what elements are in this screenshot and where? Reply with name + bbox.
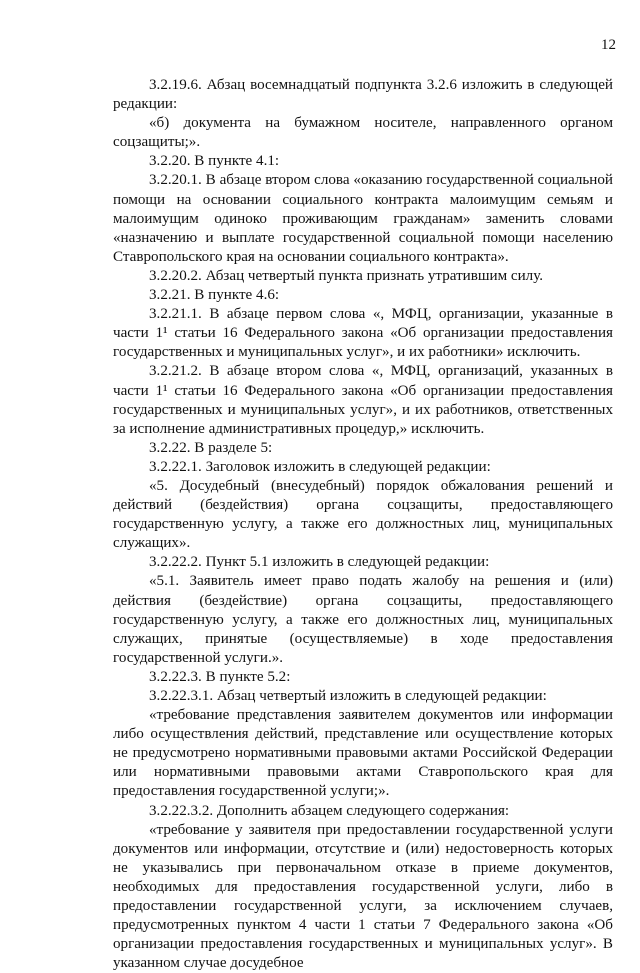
paragraph-3-2-22-1: 3.2.22.1. Заголовок изложить в следующей редакции:: [149, 458, 491, 475]
paragraph-3-2-20-1: 3.2.20.1. В абзаце втором слова «оказанию государственной социальной помощи на основании социального контракта малоимущим семьям и малоимущим одиноко проживающим гражданам» заменить словами «назначению и выплате государственной социальной помощи населению Ставропольского края на основании социального контракта».: [113, 172, 613, 265]
paragraph-3-2-22: 3.2.22. В разделе 5:: [149, 439, 273, 456]
paragraph-3-2-22-3: 3.2.22.3. В пункте 5.2:: [149, 668, 291, 685]
paragraph-quote-5-1: «5.1. Заявитель имеет право подать жалобу на решения и (или) действия (бездействие) органа соцзащиты, предоставляющего государственную услугу, а также его должностных лиц, муниципальных служащих, принятые (осуществляемые) в ходе предоставления государственной услуги.».: [113, 573, 613, 666]
paragraph-3-2-22-2: 3.2.22.2. Пункт 5.1 изложить в следующей редакции:: [149, 554, 490, 571]
paragraph-quote-b: «б) документа на бумажном носителе, направленного органом соцзащиты;».: [113, 115, 613, 151]
paragraph-3-2-20: 3.2.20. В пункте 4.1:: [149, 153, 280, 170]
paragraph-3-2-20-2: 3.2.20.2. Абзац четвертый пункта признать утратившим силу.: [149, 267, 544, 284]
paragraph-quote-requirement-1: «требование представления заявителем документов или информации либо осуществления действий, представление или осуществление которых не предусмотрено нормативными правовыми актами Российской Федерации или нормативными правовыми актами Ставропольского края для предоставления государственной услуги;».: [113, 707, 613, 800]
paragraph-quote-5: «5. Досудебный (внесудебный) порядок обжалования решений и действий (бездействия) органа соцзащиты, предоставляющего государственную услугу, а также его должностных лиц, муниципальных служащих».: [113, 477, 613, 552]
paragraph-3-2-21-1: 3.2.21.1. В абзаце первом слова «, МФЦ, организации, указанные в части 1¹ статьи 16 Федерального закона «Об организации предоставления государственных и муниципальных услуг», и их работники» исключить.: [113, 306, 613, 361]
document-body: [113, 76, 613, 973]
page-number: 12: [601, 37, 616, 53]
paragraph-3-2-19-6: 3.2.19.6. Абзац восемнадцатый подпункта 3.2.6 изложить в следующей редакции:: [113, 77, 613, 113]
paragraph-3-2-21-2: 3.2.21.2. В абзаце втором слова «, МФЦ, организаций, указанных в части 1¹ статьи 16 Федерального закона «Об организации предоставления государственных и муниципальных услуг», и их работников, ответственных за исполнение административных процедур,» исключить.: [113, 363, 613, 437]
paragraph-3-2-22-3-1: 3.2.22.3.1. Абзац четвертый изложить в следующей редакции:: [149, 688, 547, 704]
paragraph-quote-requirement-2: «требование у заявителя при предоставлении государственной услуги документов или информации, отсутствие и (или) недостоверность которых не указывались при первоначальном отказе в приеме документов, необходимых для предоставления государственной услуги, либо в предоставлении государственной услуги, за исключением случаев, предусмотренных пунктом 4 части 1 статьи 7 Федерального закона «Об организации предоставления государственных и муниципальных услуг». В указанном случае досудебное: [113, 821, 613, 972]
paragraph-3-2-22-3-2: 3.2.22.3.2. Дополнить абзацем следующего содержания:: [149, 802, 510, 819]
paragraph-3-2-21: 3.2.21. В пункте 4.6:: [149, 287, 280, 304]
